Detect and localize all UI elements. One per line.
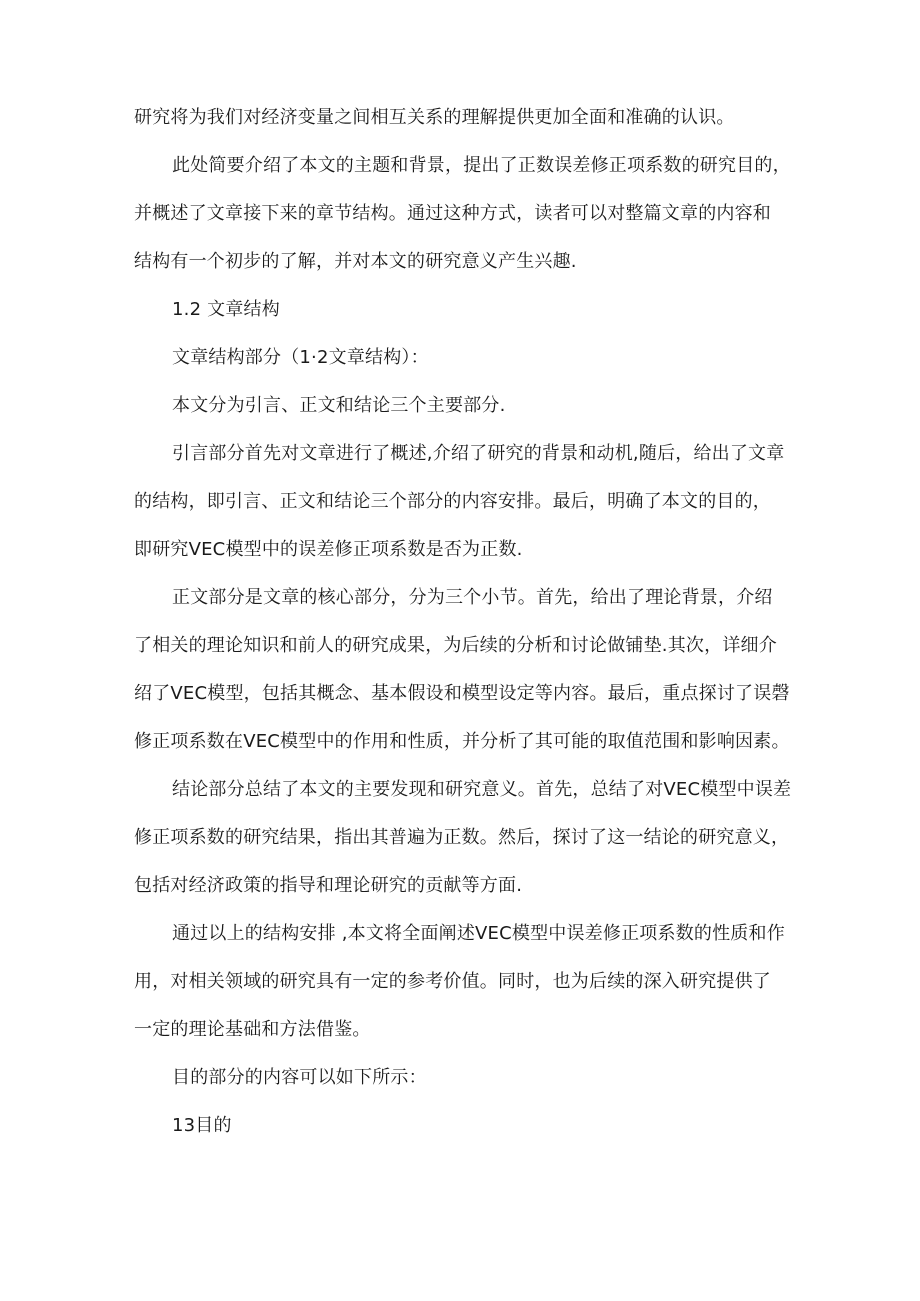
text-line: 结论部分总结了本文的主要发现和研究意义。首先，总结了对VEC模型中误差	[172, 779, 792, 800]
text-line: 绍了VEC模型，包括其概念、基本假设和模型设定等内容。最后，重点探讨了误磬	[134, 683, 790, 704]
text-line: 本文分为引言、正文和结论三个主要部分.	[172, 395, 506, 416]
section-heading: 13目的	[172, 1115, 232, 1136]
text-line: 并概述了文章接下来的章节结构。通过这种方式，读者可以对整篇文章的内容和	[134, 203, 771, 224]
text-line: 修正项系数在VEC模型中的作用和性质，并分析了其可能的取值范围和影响因素。	[134, 731, 790, 752]
text-line: 结构有一个初步的了解，并对本文的研究意义产生兴趣.	[134, 251, 577, 272]
text-line: 此处简要介绍了本文的主题和背景，提出了正数误差修正项系数的研究目的，	[172, 155, 791, 176]
text-line: 一定的理论基础和方法借鉴。	[134, 1019, 371, 1040]
text-line: 研究将为我们对经济变量之间相互关系的理解提供更加全面和准确的认识。	[134, 107, 735, 128]
text-line: 的结构，即引言、正文和结论三个部分的内容安排。最后，明确了本文的目的，	[134, 491, 771, 512]
text-line: 包括对经济政策的指导和理论研究的贡献等方面.	[134, 875, 523, 896]
text-line: 了相关的理论知识和前人的研究成果，为后续的分析和讨论做铺垫.其次，详细介	[134, 635, 777, 656]
text-line: 文章结构部分（1·2文章结构）：	[172, 347, 429, 368]
text-line: 用，对相关领域的研究具有一定的参考价值。同时，也为后续的深入研究提供了	[134, 971, 771, 992]
text-line: 通过以上的结构安排 ,本文将全面阐述VEC模型中误差修正项系数的性质和作	[172, 923, 785, 944]
text-line: 正文部分是文章的核心部分，分为三个小节。首先，给出了理论背景，介绍	[172, 587, 773, 608]
section-heading: 1.2 文章结构	[172, 299, 280, 320]
text-line: 修正项系数的研究结果，指出其普遍为正数。然后，探讨了这一结论的研究意义，	[134, 827, 790, 848]
text-line: 引言部分首先对文章进行了概述,介绍了研究的背景和动机,随后，给出了文章	[172, 443, 785, 464]
text-line: 目的部分的内容可以如下所示：	[172, 1067, 427, 1088]
text-line: 即研究VEC模型中的误差修正项系数是否为正数.	[134, 539, 523, 560]
